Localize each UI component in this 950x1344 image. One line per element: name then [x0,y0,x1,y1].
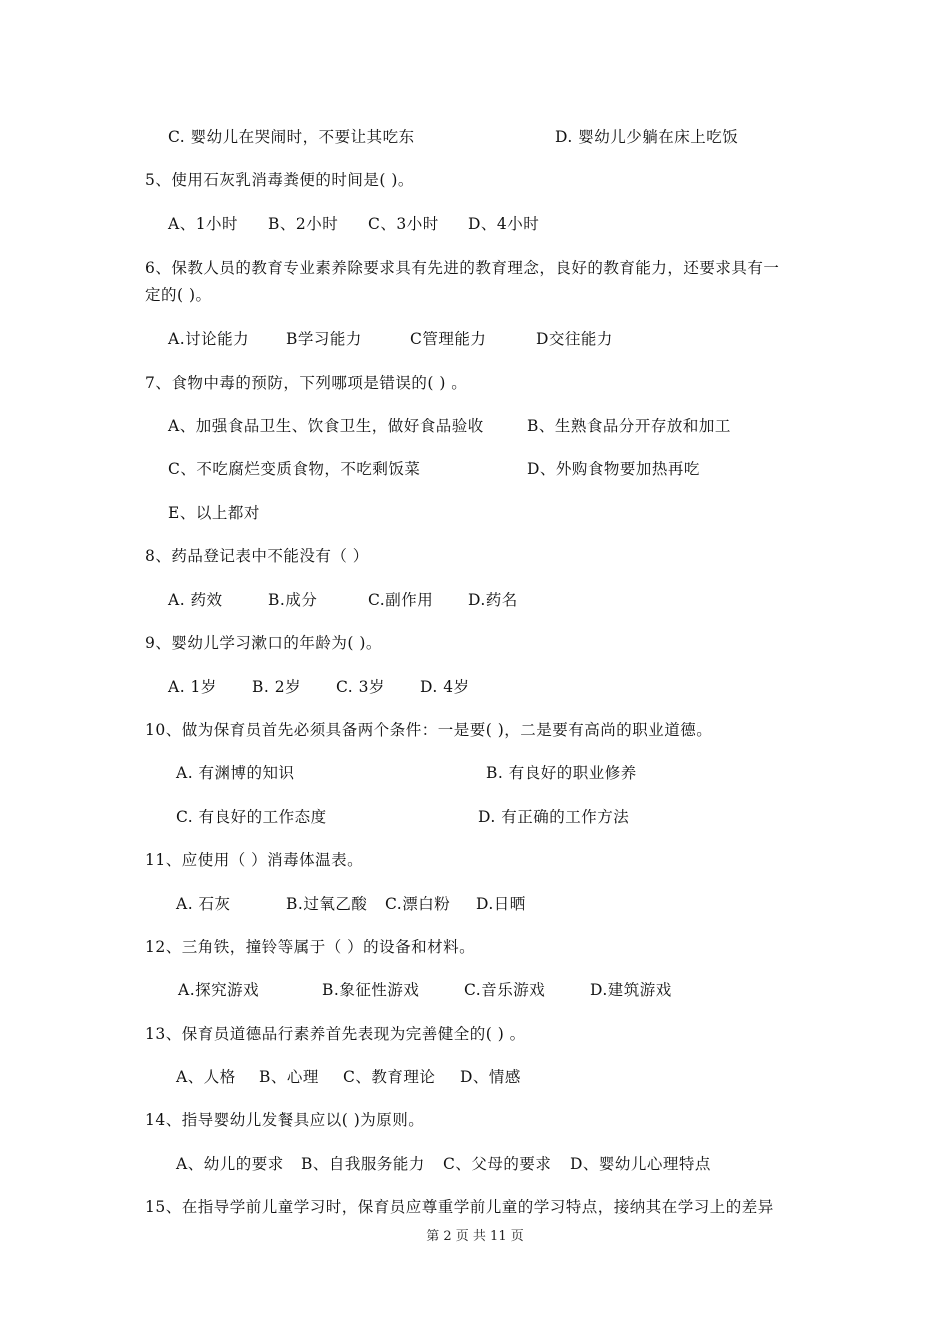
q13-option-a: A、人格 [176,1068,236,1086]
q10-option-b: B. 有良好的职业修养 [486,764,637,782]
q12-option-a: A.探究游戏 [178,981,260,999]
q7-option-c: C、不吃腐烂变质食物，不吃剩饭菜 [168,460,421,478]
q12-option-c: C.音乐游戏 [464,981,546,999]
q5-option-c: C、3小时 [368,215,439,233]
q9-option-d: D. 4岁 [420,678,470,696]
q6-stem-line2: 定的( )。 [145,286,212,304]
q7-stem: 7、食物中毒的预防，下列哪项是错误的( ) 。 [145,374,468,392]
q9-option-c: C. 3岁 [336,678,386,696]
q8-stem: 8、药品登记表中不能没有（ ） [145,547,369,565]
q7-option-b: B、生熟食品分开存放和加工 [527,417,731,435]
q5-stem: 5、使用石灰乳消毒粪便的时间是( )。 [145,171,414,189]
q7-option-e: E、以上都对 [168,504,260,522]
q5-option-b: B、2小时 [268,215,339,233]
q5-option-a: A、1小时 [168,215,239,233]
q13-stem: 13、保育员道德品行素养首先表现为完善健全的( ) 。 [145,1025,526,1043]
q12-option-b: B.象征性游戏 [322,981,420,999]
q6-option-c: C管理能力 [410,330,487,348]
q10-option-c: C. 有良好的工作态度 [176,808,327,826]
q8-option-d: D.药名 [468,591,518,609]
q7-option-d: D、外购食物要加热再吃 [527,460,700,478]
q10-option-d: D. 有正确的工作方法 [478,808,630,826]
q8-option-a: A. 药效 [168,591,223,609]
q7-option-a: A、加强食品卫生、饮食卫生，做好食品验收 [168,417,484,435]
q6-stem-line1: 6、保教人员的教育专业素养除要求具有先进的教育理念，良好的教育能力，还要求具有一 [145,259,780,277]
q15-stem-line1: 15、在指导学前儿童学习时，保育员应尊重学前儿童的学习特点，接纳其在学习上的差异 [145,1198,774,1216]
q13-option-b: B、心理 [259,1068,319,1086]
q11-option-a: A. 石灰 [176,895,231,913]
q10-stem: 10、做为保育员首先必须具备两个条件：一是要( )，二是要有高尚的职业道德。 [145,721,713,739]
q10-option-a: A. 有渊博的知识 [176,764,295,782]
q5-option-d: D、4小时 [468,215,540,233]
q12-option-d: D.建筑游戏 [590,981,672,999]
q11-option-c: C.漂白粉 [385,895,451,913]
q11-option-b: B.过氧乙酸 [286,895,368,913]
q6-option-b: B学习能力 [286,330,362,348]
q9-option-a: A. 1岁 [168,678,217,696]
q13-option-d: D、情感 [460,1068,521,1086]
q11-stem: 11、应使用（ ）消毒体温表。 [145,851,364,869]
q14-stem: 14、指导婴幼儿发餐具应以( )为原则。 [145,1111,425,1129]
page-number: 第 2 页 共 11 页 [426,1229,524,1244]
q9-stem: 9、婴幼儿学习漱口的年龄为( )。 [145,634,382,652]
q6-option-d: D交往能力 [536,330,613,348]
q9-option-b: B. 2岁 [252,678,302,696]
q11-option-d: D.日晒 [476,895,526,913]
q4-option-d: D. 婴幼儿少躺在床上吃饭 [555,128,739,146]
q14-option-b: B、自我服务能力 [301,1155,425,1173]
q14-option-d: D、婴幼儿心理特点 [570,1155,711,1173]
q14-option-a: A、幼儿的要求 [176,1155,284,1173]
q12-stem: 12、三角铁，撞铃等属于（ ）的设备和材料。 [145,938,476,956]
q13-option-c: C、教育理论 [343,1068,436,1086]
q6-option-a: A.讨论能力 [168,330,250,348]
q8-option-c: C.副作用 [368,591,434,609]
q14-option-c: C、父母的要求 [443,1155,552,1173]
q8-option-b: B.成分 [268,591,318,609]
q4-option-c: C. 婴幼儿在哭闹时，不要让其吃东 [168,128,415,146]
